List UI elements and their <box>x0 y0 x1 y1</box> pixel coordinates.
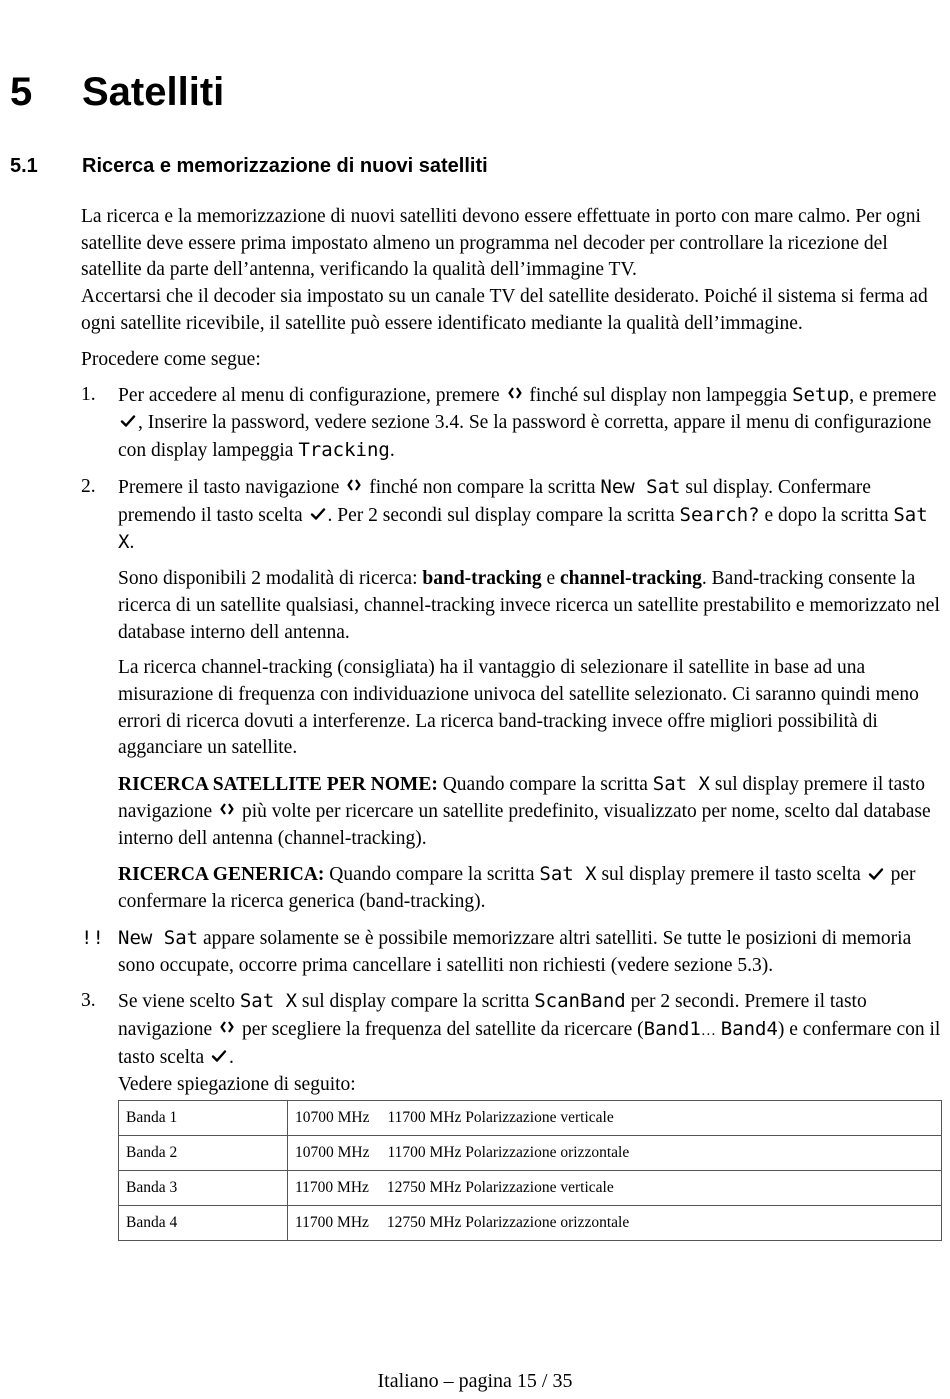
band-f2: 12750 MHz <box>386 1178 462 1196</box>
display-text: Search? <box>679 503 760 526</box>
display-text: Band4 <box>720 1018 778 1041</box>
table-row <box>119 1101 942 1136</box>
list-item-step-3: 3. Se viene scelto Sat X sul display compare la scritta ScanBand per 2 secondi. Premere il tasto navigazione per scegliere la frequenza del satellite da ricercare (Band1… Band4) e confermare con il tasto scelta . Vedere spiegazione di seguito: Banda 1 10700 MHz 11700 MHz Polarizzazione verticale Banda 2 10700 MHz 11700 MHz Polarizzazione orizzontale Banda 3 11700 MHz 12750 MHz Polarizzazione verticale Banda 4 11700 MHz 12750 MHz Polarizzazione orizzontale <box>81 988 943 1241</box>
display-text: Sat X <box>239 990 298 1013</box>
band-details-cell <box>288 1101 942 1136</box>
list-marker: 3. <box>81 990 96 1012</box>
band-pol: Polarizzazione orizzontale <box>465 1143 630 1161</box>
band-f1: 11700 MHz <box>295 1213 369 1231</box>
list-item-step-1: 1. Per accedere al menu di configurazione, premere finché sul display non lampeggia Setup, e premere , Inserire la password, vedere sezione 3.4. Se la password è corretta, appare il menu di configurazione con display lampeggia Tracking. <box>81 384 937 461</box>
band-name-cell: Banda 4 <box>119 1206 288 1241</box>
band-name-cell: Banda 2 <box>119 1136 288 1171</box>
chapter-heading <box>10 70 224 115</box>
display-text: Sat X <box>652 773 710 796</box>
chapter-title: Satelliti <box>82 70 225 114</box>
chapter-number: 5 <box>10 70 33 114</box>
intro-paragraph-1: La ricerca e la memorizzazione di nuovi satelliti devono essere effettuate in porto con mare calmo. Per ogni satellite deve essere prima impostato almeno un programma nel decoder per controllare la ricezione del satellite da parte dell’antenna, verificando la qualità dell’immagine TV. Accertarsi che il decoder sia impostato su un canale TV del satellite desiderato. Poiché il sistema si ferma ad ogni satellite ricevibile, il satellite può essere identificato mediante la qualità dell’immagine. <box>81 206 928 334</box>
display-text: New Sat <box>118 926 199 949</box>
navigation-arrows-icon <box>346 475 362 502</box>
section-number: 5.1 <box>10 155 38 177</box>
list-marker: 1. <box>81 384 96 406</box>
table-row <box>119 1206 942 1241</box>
band-details-cell <box>288 1206 942 1241</box>
display-text: Band1 <box>643 1018 701 1041</box>
page-footer: Italiano – pagina 15 / 35 <box>377 1370 573 1392</box>
list-item-step-2: 2. Premere il tasto navigazione finché non compare la scritta New Sat sul display. Confermare premendo il tasto scelta . Per 2 secondi sul display compare la scritta Search? e dopo la scritta Sat X. Sono disponibili 2 modalità di ricerca: band-tracking e channel-tracking. Band-tracking consente la ricerca di un satellite qualsiasi, channel-tracking invece ricerca un satellite prestabilito e memorizzato nel database interno dell antenna. La ricerca channel-tracking (consigliata) ha il vantaggio di selezionare il satellite in base ad una misurazione di frequenza con individuazione univoca del satellite selezionato. Ci saranno quindi meno errori di ricerca dovuti a interferenze. La ricerca band-tracking invece offre migliori possibilità di agganciare un satellite. RICERCA SATELLITE PER NOME: Quando compare la scritta Sat X sul display premere il tasto navigazione più volte per ricercare un satellite predefinito, visualizzato per nome, scelto dal database interno dell antenna (channel-tracking). RICERCA GENERICA: Quando compare la scritta Sat X sul display premere il tasto scelta per confermare la ricerca generica (band-tracking). <box>81 474 943 916</box>
section-title: Ricerca e memorizzazione di nuovi satelliti <box>82 155 488 177</box>
checkmark-icon <box>120 410 136 437</box>
list-marker: 2. <box>81 475 96 497</box>
intro-paragraph-2: Accertarsi che il decoder sia impostato su un canale TV del satellite desiderato. Poiché il sistema si ferma ad ogni satellite ricevibile, il satellite può essere identificato mediante la qualità dell’immagine. <box>81 286 928 334</box>
band-details-cell <box>288 1136 942 1171</box>
band-f1: 11700 MHz <box>295 1178 369 1196</box>
band-f2: 12750 MHz <box>386 1213 462 1231</box>
display-text: Sat X <box>539 863 597 886</box>
band-pol: Polarizzazione verticale <box>465 1178 614 1196</box>
search-by-name-paragraph: RICERCA SATELLITE PER NOME: Quando compare la scritta Sat X sul display premere il tasto navigazione più volte per ricercare un satellite predefinito, visualizzato per nome, scelto dal database interno dell antenna (channel-tracking). <box>118 773 931 849</box>
navigation-arrows-icon <box>507 383 523 410</box>
band-name-cell: Banda 1 <box>119 1101 288 1136</box>
band-f2: 11700 MHz <box>387 1108 462 1126</box>
band-details-cell <box>288 1171 942 1206</box>
channel-tracking-paragraph: La ricerca channel-tracking (consigliata) ha il vantaggio di selezionare il satellite in base ad una misurazione di frequenza con individuazione univoca del satellite selezionato. Ci saranno quindi meno errori di ricerca dovuti a interferenze. La ricerca band-tracking invece offre migliori possibilità di agganciare un satellite. <box>118 657 919 759</box>
navigation-arrows-icon <box>219 1017 235 1044</box>
table-row <box>119 1171 942 1206</box>
table-row <box>119 1136 942 1171</box>
band-pol: Polarizzazione orizzontale <box>465 1213 630 1231</box>
band-f1: 10700 MHz <box>295 1143 370 1161</box>
procedure-list <box>81 382 943 1241</box>
display-text: Tracking <box>298 438 390 461</box>
band-pol: Polarizzazione verticale <box>465 1108 614 1126</box>
band-f1: 10700 MHz <box>295 1108 370 1126</box>
checkmark-icon <box>211 1045 227 1072</box>
band-name-cell: Banda 3 <box>119 1171 288 1206</box>
navigation-arrows-icon <box>219 799 235 826</box>
search-modes-paragraph: Sono disponibili 2 modalità di ricerca: band-tracking e channel-tracking. Band-tracking consente la ricerca di un satellite qualsiasi, channel-tracking invece ricerca un satellite prestabilito e memorizzato nel database interno dell antenna. <box>118 568 940 643</box>
checkmark-icon <box>868 863 884 890</box>
display-text: New Sat <box>600 475 681 498</box>
checkmark-icon <box>310 503 326 530</box>
band-f2: 11700 MHz <box>387 1143 462 1161</box>
section-heading <box>10 155 488 178</box>
list-item-note: !! New Sat appare solamente se è possibile memorizzare altri satelliti. Se tutte le posizioni di memoria sono occupate, occorre prima cancellare i satelliti non richiesti (vedere sezione 5.3). <box>81 926 912 976</box>
generic-search-paragraph: RICERCA GENERICA: Quando compare la scritta Sat X sul display premere il tasto scelta per confermare la ricerca generica (band-tracking). <box>118 863 916 913</box>
display-text: Sat X <box>118 503 928 554</box>
display-text: ScanBand <box>534 990 626 1013</box>
document-body <box>81 204 943 1250</box>
bands-table <box>118 1100 942 1241</box>
note-marker: !! <box>81 926 104 949</box>
display-text: Setup <box>792 384 850 407</box>
intro-paragraph-3: Procedere come segue: <box>81 348 261 370</box>
